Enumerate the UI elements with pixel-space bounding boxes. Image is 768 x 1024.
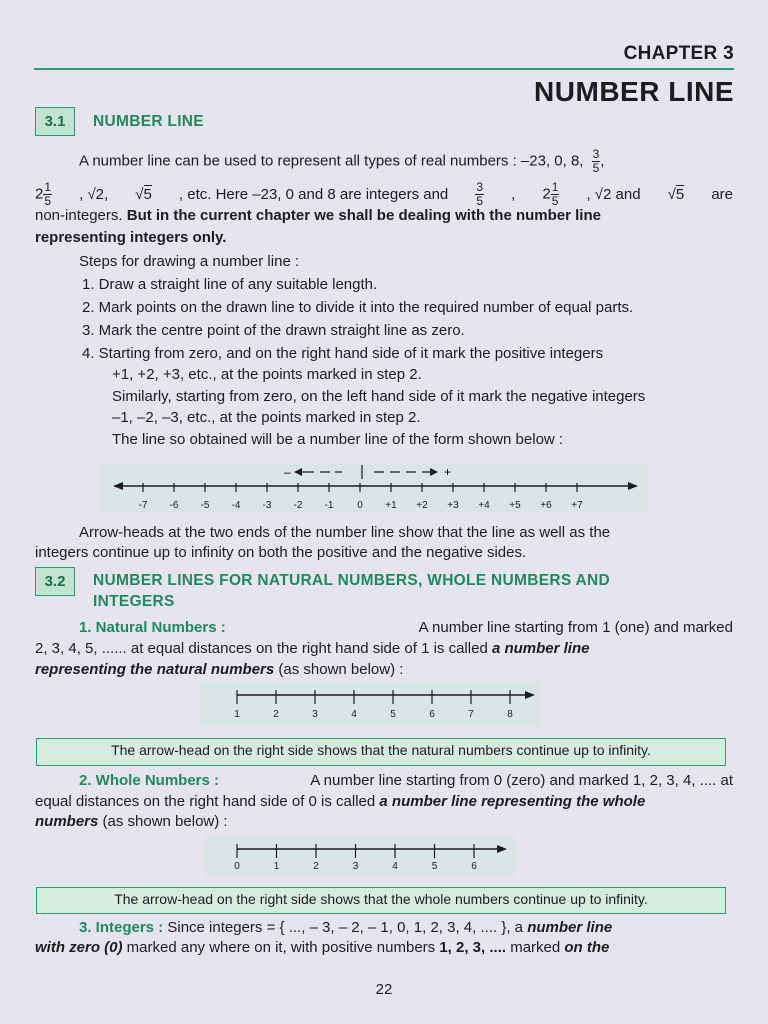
page-number: 22 <box>375 981 393 998</box>
fraction <box>475 181 484 208</box>
step-item: 2. Mark points on the drawn line to divide it into the required number of equal parts. <box>82 299 634 316</box>
steps-intro: Steps for drawing a number line : <box>79 253 300 270</box>
tick-label: -3 <box>262 500 272 511</box>
tick-label: 3 <box>352 861 359 872</box>
text-run: equal distances on the right hand side of 0 is called <box>35 793 380 810</box>
tick-label: +3 <box>447 500 459 511</box>
emphasis-text: a number line representing the whole <box>379 793 646 810</box>
tick-label: +2 <box>416 500 428 511</box>
chapter-title: NUMBER LINE <box>534 76 734 107</box>
step-item: 3. Mark the centre point of the drawn straight line as zero. <box>82 322 465 339</box>
tick-label: -7 <box>138 500 148 511</box>
subheading-integers: 3. Integers : <box>79 919 164 936</box>
fraction-numerator: 1 <box>551 180 559 194</box>
fraction-numerator: 3 <box>476 180 484 194</box>
tick-label: 4 <box>351 709 357 720</box>
fraction-numerator: 3 <box>592 147 600 161</box>
text-run: , etc. Here –23, 0 and 8 are integers and <box>178 185 449 203</box>
fraction-denominator: 5 <box>592 161 600 175</box>
text-run: (as shown below) : <box>274 661 404 678</box>
number-line-shade <box>205 836 515 876</box>
bold-text: representing integers only. <box>35 229 227 246</box>
chapter-label: CHAPTER 3 <box>623 43 734 64</box>
text-run: 2, 3, 4, 5, ...... at equal distances on the right hand side of 1 is called <box>35 640 492 657</box>
paragraph-line <box>79 617 733 639</box>
paragraph-line <box>35 181 733 208</box>
tick-label: -1 <box>324 500 334 511</box>
tick-label: 6 <box>471 861 477 872</box>
text-run: are <box>711 185 733 203</box>
tick-label: +4 <box>478 500 490 511</box>
bold-text: 1, 2, 3, .... <box>439 939 507 956</box>
emphasis-text: a number line <box>491 640 590 657</box>
paragraph-line: integers continue up to infinity on both the positive and the negative sides. <box>35 544 527 561</box>
whole-number-line <box>205 834 520 878</box>
step-item: 4. Starting from zero, and on the right hand side of it mark the positive integers <box>82 345 604 362</box>
tick-label: +6 <box>540 500 552 511</box>
sqrt-five: √5 <box>667 185 685 203</box>
text-run: (as shown below) : <box>98 813 228 830</box>
tick-label: 7 <box>468 709 474 720</box>
tick-label: 1 <box>234 709 240 720</box>
section-number-3-1: 3.1 <box>35 107 75 136</box>
fraction-denominator: 5 <box>551 194 559 208</box>
natural-number-line <box>200 680 545 728</box>
tick-label: -5 <box>200 500 210 511</box>
subheading-whole-numbers: 2. Whole Numbers : <box>79 772 220 789</box>
tick-label: -2 <box>293 500 303 511</box>
number-line-shade <box>100 463 648 513</box>
section-title-3-1: NUMBER LINE <box>93 113 204 130</box>
radicand: 5 <box>675 185 685 203</box>
section-title-3-2-cont: INTEGERS <box>93 593 175 610</box>
radicand: 5 <box>143 185 152 203</box>
whole-part: 2 <box>542 185 551 203</box>
whole-part: 2 <box>35 185 44 203</box>
header-rule <box>34 68 734 70</box>
tick-label: 5 <box>431 861 438 872</box>
paragraph-line: Arrow-heads at the two ends of the number line show that the line as well as the <box>79 524 611 541</box>
paragraph-line <box>35 791 645 813</box>
paragraph-line <box>35 811 228 833</box>
section-title-3-2: NUMBER LINES FOR NATURAL NUMBERS, WHOLE NUMBERS AND <box>93 572 611 589</box>
tick-label: 2 <box>313 861 319 872</box>
paragraph-line <box>35 205 601 227</box>
minus-sign: – <box>284 465 291 479</box>
text-run: A number line starting from 1 (one) and marked <box>418 619 733 636</box>
step-continuation: The line so obtained will be a number line of the form shown below : <box>112 431 564 448</box>
tick-label: 0 <box>234 861 240 872</box>
section-number-3-2: 3.2 <box>35 567 75 596</box>
step-continuation: Similarly, starting from zero, on the left hand side of it mark the negative integers <box>112 388 646 405</box>
tick-label: +1 <box>385 500 397 511</box>
tick-label: 8 <box>507 709 513 720</box>
fraction <box>592 148 601 175</box>
fraction-numerator: 1 <box>44 180 52 194</box>
paragraph-line <box>35 937 609 959</box>
text-run: Since integers = { ..., – 3, – 2, – 1, 0, 1, 2, 3, 4, .... }, a <box>163 919 528 936</box>
emphasis-text: numbers <box>35 813 99 830</box>
step-continuation: +1, +2, +3, etc., at the points marked in step 2. <box>112 366 422 383</box>
sqrt-five: √5 <box>135 185 152 203</box>
tick-label: -6 <box>169 500 179 511</box>
mixed-fraction <box>35 181 52 208</box>
emphasis-text: on the <box>564 939 610 956</box>
mixed-fraction <box>542 181 559 208</box>
paragraph-line <box>35 659 403 681</box>
number-line-shade <box>200 682 540 726</box>
step-item: 1. Draw a straight line of any suitable length. <box>82 276 378 293</box>
text-run: A number line can be used to represent all types of real numbers : –23, 0, 8, <box>79 152 584 170</box>
subheading-natural-numbers: 1. Natural Numbers : <box>79 619 226 636</box>
integer-number-line <box>100 455 650 517</box>
emphasis-text: number line <box>527 919 613 936</box>
tick-label: 4 <box>392 861 398 872</box>
text-run: , <box>511 185 516 203</box>
step-continuation: –1, –2, –3, etc., at the points marked in step 2. <box>112 409 421 426</box>
paragraph-line <box>35 638 589 660</box>
text-run: , √2, <box>79 185 109 203</box>
text-run: marked <box>506 939 565 956</box>
emphasis-text: with zero (0) <box>35 939 123 956</box>
emphasis-text: representing the natural numbers <box>35 661 275 678</box>
tick-label: 2 <box>273 709 279 720</box>
fraction <box>43 181 52 208</box>
tick-label: 6 <box>429 709 435 720</box>
bold-text: But in the current chapter we shall be dealing with the number line <box>126 207 601 224</box>
note-whole-numbers: The arrow-head on the right side shows that the whole numbers continue up to infinity. <box>36 887 726 914</box>
tick-label: -4 <box>231 500 241 511</box>
plus-sign: + <box>444 465 452 479</box>
text-run: marked any where on it, with positive numbers <box>122 939 440 956</box>
tick-label: 3 <box>312 709 318 720</box>
fraction-denominator: 5 <box>476 194 484 208</box>
tick-label: 5 <box>390 709 396 720</box>
paragraph-line <box>79 917 612 939</box>
text-run: , √2 and <box>586 185 641 203</box>
paragraph-line: A number line can be used to represent all types of real numbers : –23, 0, 8, $\frac{3}{5}$ , <box>79 147 605 175</box>
note-natural-numbers: The arrow-head on the right side shows that the natural numbers continue up to infinity. <box>36 738 726 766</box>
tick-label: +7 <box>571 500 583 511</box>
tick-label: 0 <box>357 500 363 511</box>
fraction-denominator: 5 <box>44 194 52 208</box>
tick-label: +5 <box>509 500 521 511</box>
text-run: non-integers. <box>35 207 127 224</box>
text-run: A number line starting from 0 (zero) and marked 1, 2, 3, 4, .... at <box>310 772 733 789</box>
fraction <box>551 181 560 208</box>
tick-label: 1 <box>273 861 280 872</box>
paragraph-line <box>79 770 733 792</box>
